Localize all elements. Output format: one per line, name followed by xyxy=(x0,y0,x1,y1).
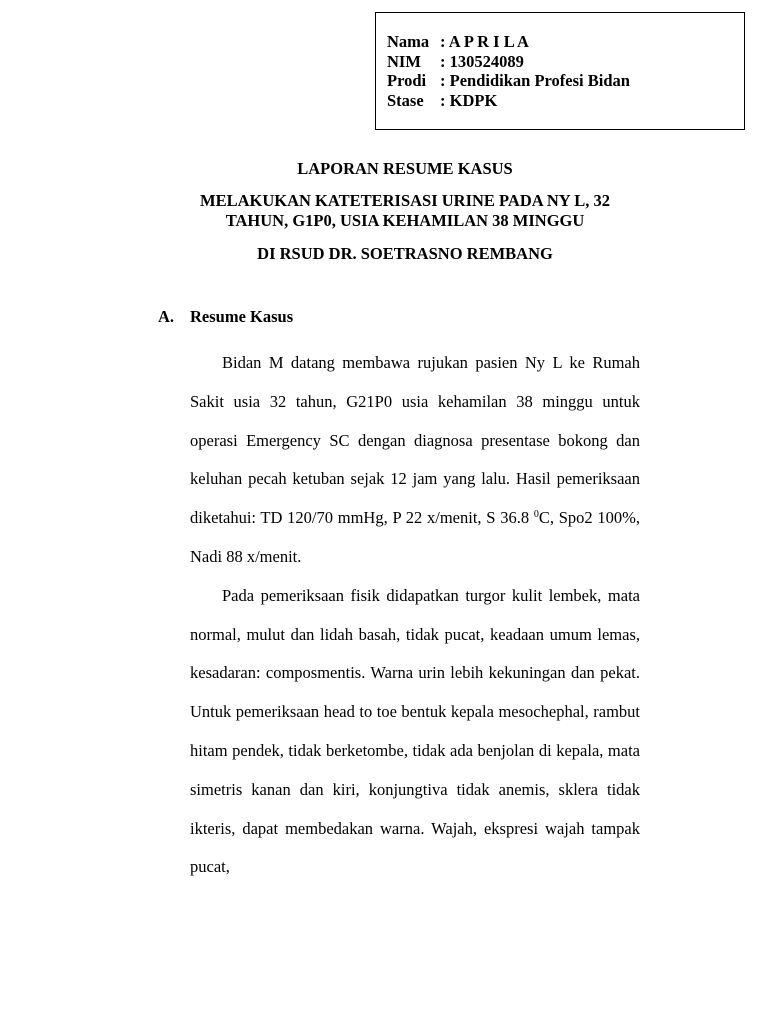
identity-row-nama xyxy=(387,32,744,52)
section-body xyxy=(190,344,640,887)
identity-value: : A P R I L A xyxy=(440,32,529,51)
document-title: LAPORAN RESUME KASUS xyxy=(297,159,513,178)
paragraph-1 xyxy=(190,344,640,577)
document-subtitle-line2: TAHUN, G1P0, USIA KEHAMILAN 38 MINGGU xyxy=(225,211,585,230)
paragraph-1-text-end: C, Spo2 100%, Nadi 88 x/menit. xyxy=(190,508,640,566)
identity-value: : 130524089 xyxy=(440,51,524,71)
identity-label: NIM xyxy=(387,51,421,71)
identity-label: Prodi xyxy=(387,71,427,90)
section-title: Resume Kasus xyxy=(190,307,294,326)
identity-value: : Pendidikan Profesi Bidan xyxy=(440,71,630,90)
superscript: 0 xyxy=(533,509,539,521)
identity-row-nim xyxy=(387,52,744,72)
identity-label: Stase xyxy=(387,90,424,110)
paragraph-1-text: Bidan M datang membawa rujukan pasien Ny L ke Rumah Sakit usia 32 tahun, G21P0 usia kehamilan 38 minggu untuk operasi Emergency SC dengan diagnosa presentase bokong dan keluhan pecah ketuban sejak 12 jam yang lalu. Hasil pemeriksaan diketahui: TD 120/70 mmHg, P 22 x/menit, S 36.8 xyxy=(190,353,640,528)
section-heading xyxy=(158,307,293,327)
document-subtitle-line1: MELAKUKAN KATETERISASI URINE PADA NY L, 32 xyxy=(200,191,610,210)
document-location: DI RSUD DR. SOETRASNO REMBANG xyxy=(257,244,553,263)
document-subtitle xyxy=(150,191,660,231)
identity-row-stase xyxy=(387,91,744,111)
identity-value: : KDPK xyxy=(440,90,498,110)
section-letter: A. xyxy=(158,307,175,326)
paragraph-2: Pada pemeriksaan fisik didapatkan turgor kulit lembek, mata normal, mulut dan lidah basah, tidak pucat, keadaan umum lemas, kesadaran: composmentis. Warna urin lebih kekuningan dan pekat. Untuk pemeriksaan head to toe bentuk kepala mesochephal, rambut hitam pendek, tidak berketombe, tidak ada benjolan di kepala, mata simetris kanan dan kiri, konjungtiva tidak anemis, sklera tidak ikteris, dapat membedakan warna. Wajah, ekspresi wajah tampak pucat, xyxy=(190,585,640,877)
identity-box xyxy=(375,12,745,130)
identity-row-prodi xyxy=(387,71,744,91)
identity-label: Nama xyxy=(387,32,430,51)
